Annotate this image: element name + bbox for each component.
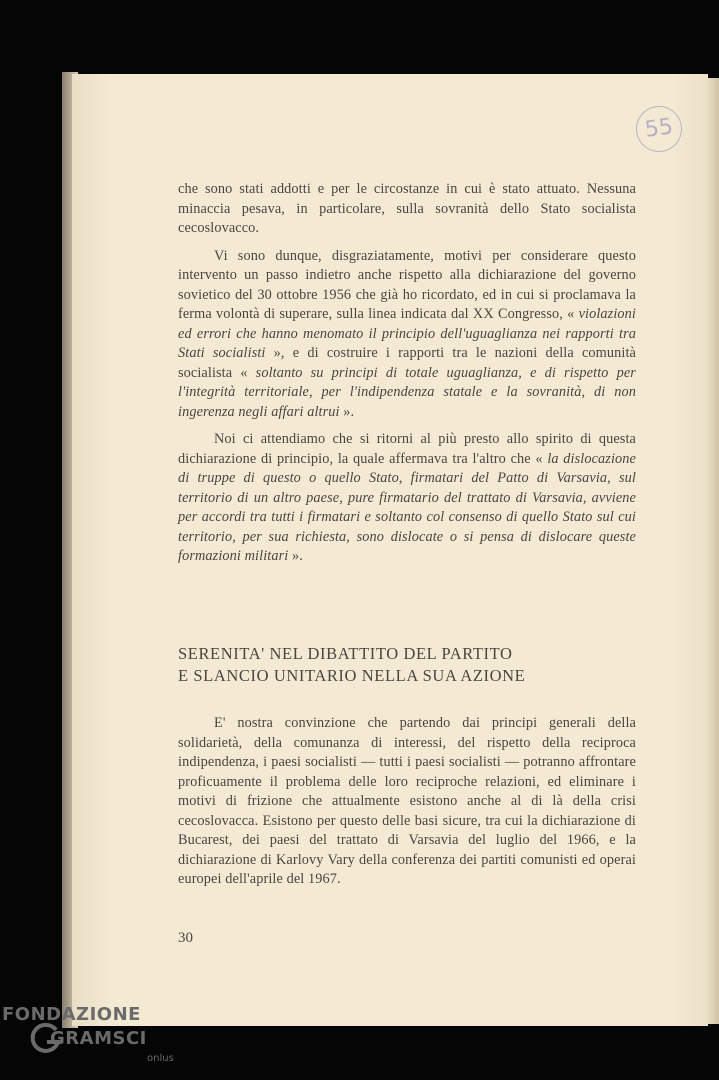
paragraph-2-text-c: ».: [339, 403, 355, 420]
paragraph-3-text-a: Noi ci attendiamo che si ritorni al più presto allo spirito di questa dichiarazione di principio, la quale affermava tra l'altro che «: [178, 431, 636, 467]
section-heading: [178, 643, 638, 687]
logo-suffix: onlus: [147, 1053, 174, 1064]
paragraph-3-text-b: ».: [288, 548, 303, 564]
paragraph-conviction: E' nostra convinzione che partendo dai principi generali della solidarietà, della comunanza di interessi, del rispetto della reciproca indipendenza, i paesi socialisti — tutti i paesi socialisti — potranno affrontare proficuamente il problema delle loro reciproche relazioni, ed eliminare i motivi di frizione che attualmente esistono anche al di là della crisi cecoslovacca. Esistono per questo delle basi sicure, tra cui la dichiarazione di Bucarest, dei paesi del trattato di Varsavia del luglio del 1966, e la dichiarazione di Karlovy Vary della conferenza dei partiti comunisti ed operai europei dell'aprile del 1967.: [178, 715, 636, 887]
heading-line-2: E SLANCIO UNITARIO NELLA SUA AZIONE: [178, 666, 526, 685]
page-number: 30: [178, 930, 193, 946]
next-page-edge: [708, 78, 719, 1024]
quotation-troops: la dislocazione di truppe di questo o quello Stato, firmatari del Patto di Varsavia, sul territorio di un altro paese, pure firmatario del trattato di Varsavia, avviene per accordi tra tutti i firmatari e soltanto col consenso di quello Stato sul cui territorio, per sua richiesta, sono dislocate o si pensa di dislocare queste formazioni militari: [178, 450, 636, 564]
paragraph-2-text-a: Vi sono dunque, disgraziatamente, motivi per considerare questo intervento un passo indietro anche rispetto alla dichiarazione del governo sovietico del 30 ottobre 1956 che già ho ricordato, ed in cui si proclamava la ferma volontà di superare, sulla linea indicata dal XX Congresso, «: [178, 247, 636, 322]
main-text-block-1: [178, 180, 636, 567]
paragraph-declaration: [178, 247, 636, 423]
quotation-violations: violazioni ed errori che hanno menomato il principio dell'uguaglianza nei rapporti tra Stati socialisti: [178, 306, 636, 361]
paragraph-continuation: che sono stati addotti e per le circostanze in cui è stato attuato. Nessuna minaccia pesava, in particolare, sulla sovranità dello Stato socialista cecoslovacco.: [178, 181, 636, 236]
main-text-block-2: [178, 714, 636, 890]
quotation-equality: soltanto su principi di totale uguaglianza, e di rispetto per l'integrità territoriale, per l'indipendenza statale e la sovranità, di non ingerenza negli affari altrui: [178, 364, 636, 420]
paragraph-2-text-b: », e di costruire i rapporti tra le nazioni della comunità socialista «: [178, 345, 636, 381]
paragraph-warsaw-pact: [178, 430, 636, 567]
archive-number: 55: [643, 114, 675, 143]
logo-text-line-2: GRAMSCI: [50, 1028, 147, 1049]
logo-text-line-1: FONDAZIONE: [2, 1004, 141, 1025]
heading-line-1: SERENITA' NEL DIBATTITO DEL PARTITO: [178, 644, 513, 663]
fondazione-gramsci-logo: [2, 998, 192, 1074]
